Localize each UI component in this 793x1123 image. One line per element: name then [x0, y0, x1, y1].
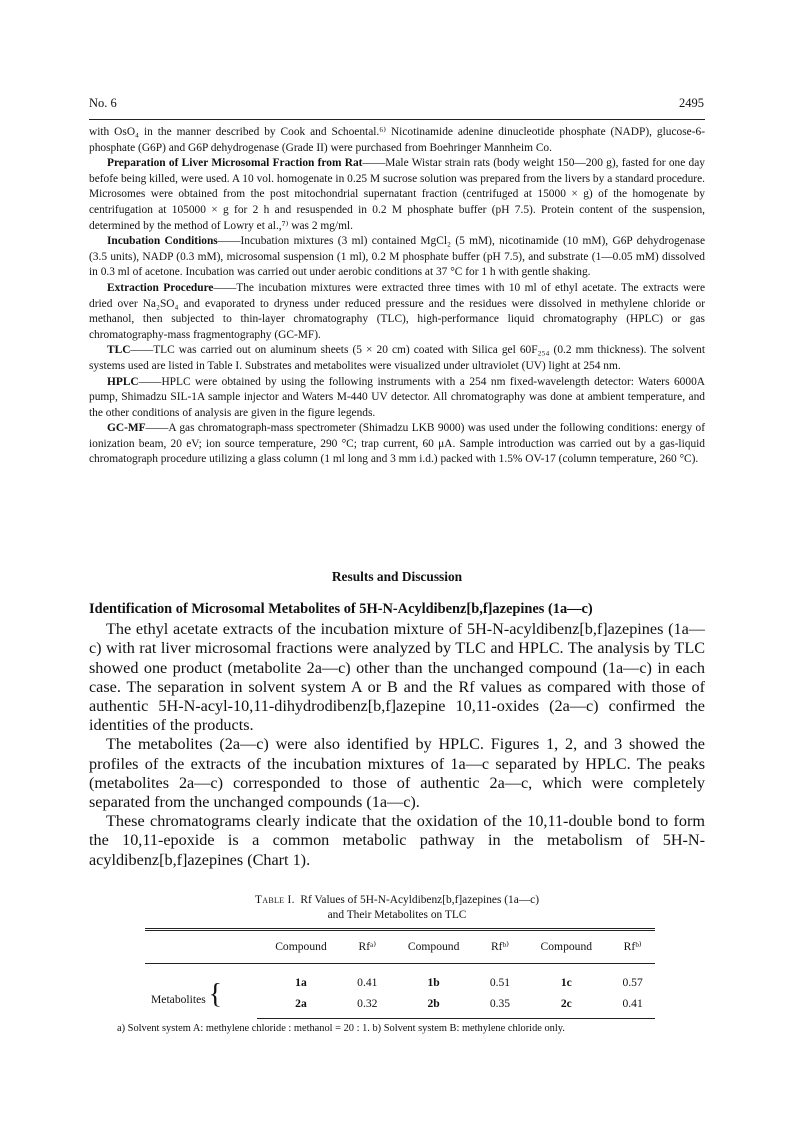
section-title: Results and Discussion	[331, 569, 463, 584]
paragraph-text: ——The incubation mixtures were extracted three times with 10 ml of ethyl acetate. The extracts were dried over Na₂SO₄ and evaporated to dryness under reduced pressure and the residues were dissolved in methylene chloride or methanol, then subjected to thin-layer chromatography (TLC), high-performance liquid chromatography (HPLC) or gas chromatography-mass fragmentography (GC-MF).	[89, 281, 705, 341]
table-caption-line1: Rf Values of 5H-N-Acyldibenz[b,f]azepines (1a—c)	[300, 894, 540, 906]
run-in-heading: GC-MF	[107, 422, 146, 435]
header-rule	[89, 119, 705, 120]
table-cell: 0.35	[478, 993, 523, 1019]
column-header: Rfᵇ⁾	[478, 930, 523, 964]
table-corner-cell	[145, 930, 257, 964]
column-header: Compound	[522, 930, 610, 964]
table-cell: 0.41	[357, 976, 378, 989]
paragraph-text: ——Male Wistar strain rats (body weight 150—200 g), fasted for one day befofe being killed, were used. A 10 vol. homogenate in 0.25 M sucrose solution was prepared from the livers by a standard procedure. Microsomes were obtained from the post mitochondrial supernatant fraction (centrifuged at 15000 × g) of the homogenate by centrifugation at 105000 × g for 2 h and resuspended in 0.2 M phosphate buffer (pH 7.5). Protein content of the suspension, determined by the method of Lowry et al.,⁷⁾ was 2 mg/ml.	[89, 157, 706, 232]
table-cell: 1b	[427, 976, 440, 989]
paragraph-text: ——HPLC were obtained by using the following instruments with a 254 nm fixed-wavelength detector: Waters 6000A pump, Shimadzu SIL-1A sample injector and Waters M-440 UV detector. All chromatography was done at ambient temperature, and the other conditions of analysis are given in the figure legends.	[89, 375, 705, 419]
run-in-heading: Incubation Conditions	[107, 235, 218, 248]
table-label: Table I.	[254, 894, 295, 906]
run-in-heading: Preparation of Liver Microsomal Fraction from Rat	[107, 157, 363, 170]
table-cell: 0.41	[610, 993, 655, 1019]
column-header: Compound	[390, 930, 478, 964]
method-paragraph-hplc	[89, 375, 705, 422]
table-cell: 1a	[295, 976, 307, 989]
paragraph-text: ——Incubation mixtures (3 ml) contained MgCl₂ (5 mM), nicotinamide (10 mM), G6P dehydrogenase (3.5 units), NADP (0.3 mM), microsomal suspension (1 ml), 0.2 M phosphate buffer (pH 7.5), and substrate (1—0.05 mM) dissolved in 0.3 ml of acetone. Incubation was carried out under aerobic conditions at 37 °C for 1 h with gentle shaking.	[89, 235, 706, 279]
table-cell: 0.57	[622, 976, 643, 989]
method-paragraph-gcmf	[89, 421, 705, 468]
row-label: Metabolites	[151, 992, 206, 1006]
table-cell: 1c	[560, 976, 572, 989]
row-label-cell	[145, 964, 257, 1019]
table-header-row	[145, 930, 655, 964]
table-cell: 0.32	[345, 993, 390, 1019]
method-paragraph-tlc	[89, 343, 705, 374]
table-caption-line2: and Their Metabolites on TLC	[327, 909, 467, 921]
column-header: Rfᵃ⁾	[345, 930, 390, 964]
table-cell: 2c	[522, 993, 610, 1019]
brace-symbol: {	[208, 978, 223, 1010]
methods-intro: with OsO₄ in the manner described by Cook and Schoental.⁶⁾ Nicotinamide adenine dinucleotide phosphate (NADP), glucose-6-phosphate (G6P) and G6P dehydrogenase (Grade II) were purchased from Boehringer Mannheim Co.	[89, 126, 705, 154]
page-number: 2495	[679, 96, 704, 110]
table-cell: 0.51	[489, 976, 511, 989]
subsection-title: Identification of Microsomal Metabolites of 5H-N-Acyldibenz[b,f]azepines (1a—c)	[89, 601, 593, 617]
run-in-heading: Extraction Procedure	[107, 281, 214, 294]
method-paragraph-extraction	[89, 281, 705, 343]
rf-values-table	[145, 928, 655, 1019]
methods-section	[89, 125, 705, 468]
results-paragraph: These chromatograms clearly indicate that the oxidation of the 10,11-double bond to form the 10,11-epoxide is a common metabolic pathway in the metabolism of 5H-N-acyldibenz[b,f]azepines (Chart 1).	[89, 812, 705, 869]
run-in-heading: TLC	[107, 344, 131, 357]
table-footnote: a) Solvent system A: methylene chloride : methanol = 20 : 1. b) Solvent system B: methylene chloride only.	[117, 1023, 565, 1034]
paragraph-text: ——A gas chromatograph-mass spectrometer (Shimadzu LKB 9000) was used under the following conditions: energy of ionization beam, 20 eV; ion source temperature, 290 °C; trap current, 60 μA. Sample introduction was carried out by a gas-liquid chromatograph procedure utilizing a glass column (1 ml long and 3 mm i.d.) packed with 1.5% OV-17 (column temperature, 260 °C).	[89, 422, 705, 466]
paragraph-text: ——TLC was carried out on aluminum sheets (5 × 20 cm) coated with Silica gel 60F₂₅₄ (0.2 mm thickness). The solvent systems used are listed in Table I. Substrates and metabolites were visualized under ultraviolet (UV) light at 254 nm.	[89, 344, 705, 372]
column-header: Rfᵇ⁾	[610, 930, 655, 964]
run-in-heading: HPLC	[107, 375, 139, 388]
results-paragraph: The metabolites (2a—c) were also identified by HPLC. Figures 1, 2, and 3 showed the profiles of the extracts of the incubation mixtures of 1a—c separated by HPLC. The peaks (metabolites 2a—c) corresponded to those of authentic 2a—c, which were completely separated from the unchanged compounds (1a—c).	[89, 735, 705, 812]
table-caption	[89, 893, 705, 923]
table-cell: 2b	[390, 993, 478, 1019]
journal-number: No. 6	[89, 96, 117, 110]
column-header: Compound	[257, 930, 345, 964]
results-paragraph: The ethyl acetate extracts of the incubation mixture of 5H-N-acyldibenz[b,f]azepines (1a—c) with rat liver microsomal fractions were analyzed by TLC and HPLC. The analysis by TLC showed one product (metabolite 2a—c) other than the unchanged compound (1a—c) in each case. The separation in solvent system A or B and the Rf values as compared with those of authentic 5H-N-acyl-10,11-dihydrodibenz[b,f]azepine 10,11-oxides (2a—c) confirmed the identities of the products.	[89, 620, 705, 735]
method-paragraph-microsome	[89, 156, 705, 234]
results-section	[89, 600, 705, 870]
table-row	[145, 964, 655, 994]
method-paragraph-incubation	[89, 234, 705, 281]
table-cell: 2a	[257, 993, 345, 1019]
